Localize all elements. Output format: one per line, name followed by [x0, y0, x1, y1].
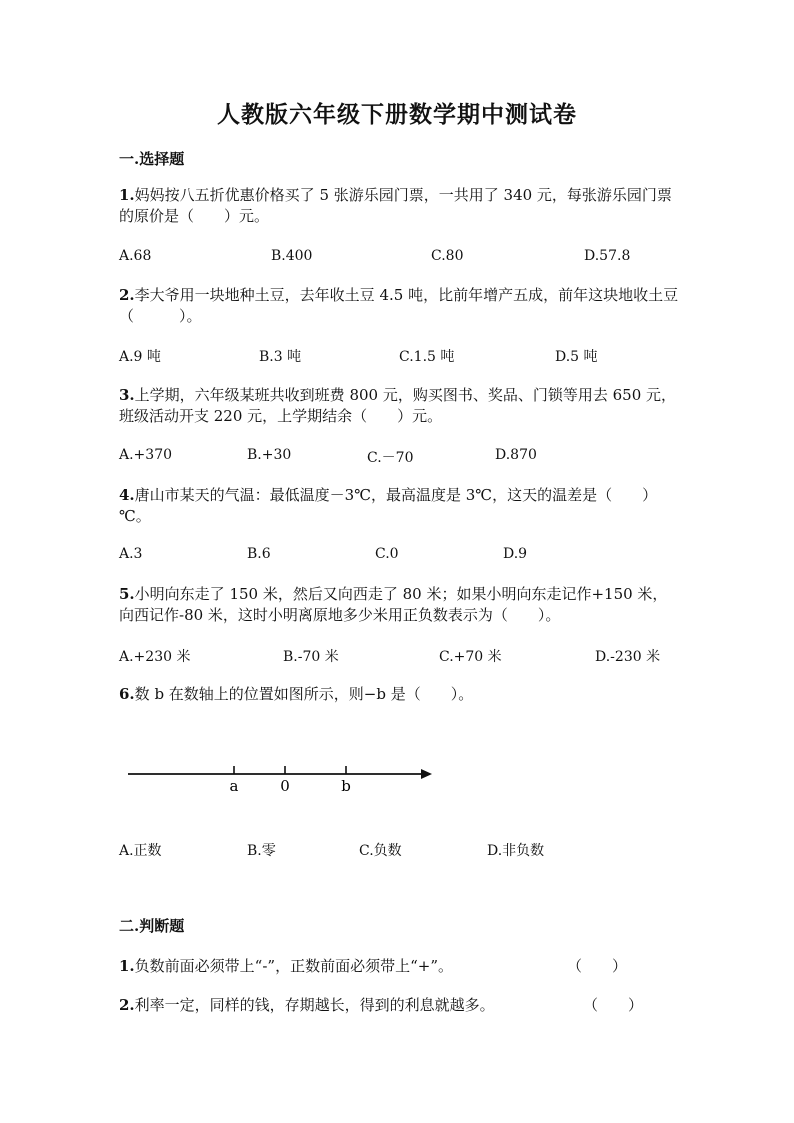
question-4: [119, 485, 679, 527]
judgment-1: [119, 955, 453, 976]
option-6b: B.零: [247, 843, 276, 859]
judgment-text: 负数前面必须带上“-”，正数前面必须带上“+”。: [134, 957, 453, 975]
question-2: [119, 285, 679, 327]
question-6: [119, 684, 679, 705]
question-number: 3.: [119, 386, 135, 404]
question-number: 2.: [119, 996, 135, 1014]
judgment-text: 利率一定，同样的钱，存期越长，得到的利息就越多。: [134, 996, 495, 1014]
question-number: 6.: [119, 685, 135, 703]
section-heading-choice: 一.选择题: [119, 150, 185, 168]
question-number: 5.: [119, 585, 135, 603]
option-1c: C.80: [431, 248, 464, 264]
number-line: [120, 755, 440, 800]
option-4a: A.3: [119, 546, 143, 562]
question-text: 妈妈按八五折优惠价格买了 5 张游乐园门票，一共用了 340 元，每张游乐园门票的原价是（ ）元。: [119, 186, 672, 225]
option-6d: D.非负数: [487, 843, 545, 859]
question-number: 4.: [119, 486, 135, 504]
question-1: [119, 185, 679, 227]
answer-blank: （ ）: [583, 996, 644, 1014]
option-2a: A.9 吨: [119, 349, 161, 365]
option-5d: D.-230 米: [595, 649, 661, 665]
option-3d: D.870: [495, 447, 537, 463]
question-number: 1.: [119, 186, 135, 204]
option-6a: A.正数: [119, 843, 162, 859]
question-text: 数 b 在数轴上的位置如图所示，则−b 是（ ）。: [134, 685, 474, 703]
answer-blank: （ ）: [567, 957, 628, 975]
option-3a: A.+370: [119, 447, 173, 463]
question-5: [119, 584, 679, 626]
question-text: 李大爷用一块地种土豆，去年收土豆 4.5 吨，比前年增产五成，前年这块地收土豆（ ）。: [119, 286, 679, 325]
option-2d: D.5 吨: [555, 349, 598, 365]
option-2c: C.1.5 吨: [399, 349, 455, 365]
label-0: 0: [280, 777, 290, 795]
option-2b: B.3 吨: [259, 349, 302, 365]
arrow-right-icon: [421, 769, 432, 779]
question-number: 1.: [119, 957, 135, 975]
section-heading-judgment: 二.判断题: [119, 917, 185, 935]
label-a: a: [229, 777, 239, 795]
question-text: 上学期，六年级某班共收到班费 800 元，购买图书、奖品、门锁等用去 650 元，班级活动开支 220 元，上学期结余（ ）元。: [119, 386, 677, 425]
option-3c: C.－70: [367, 450, 414, 466]
question-number: 2.: [119, 286, 135, 304]
option-1b: B.400: [271, 248, 313, 264]
option-5c: C.+70 米: [439, 649, 502, 665]
question-3: [119, 385, 679, 427]
option-4d: D.9: [503, 546, 528, 562]
option-6c: C.负数: [359, 843, 402, 859]
option-5b: B.-70 米: [283, 649, 339, 665]
option-4c: C.0: [375, 546, 399, 562]
question-text: 小明向东走了 150 米，然后又向西走了 80 米；如果小明向东走记作+150 米，向西记作-80 米，这时小明离原地多少米用正负数表示为（ ）。: [119, 585, 668, 624]
option-3b: B.+30: [247, 447, 292, 463]
option-1a: A.68: [119, 248, 152, 264]
page-title: 人教版六年级下册数学期中测试卷: [217, 101, 577, 128]
label-b: b: [341, 777, 351, 795]
option-4b: B.6: [247, 546, 271, 562]
option-5a: A.+230 米: [119, 649, 191, 665]
question-text: 唐山市某天的气温：最低温度－3℃，最高温度是 3℃，这天的温差是（ ）℃。: [119, 486, 658, 525]
option-1d: D.57.8: [584, 248, 631, 264]
judgment-2: [119, 994, 495, 1015]
